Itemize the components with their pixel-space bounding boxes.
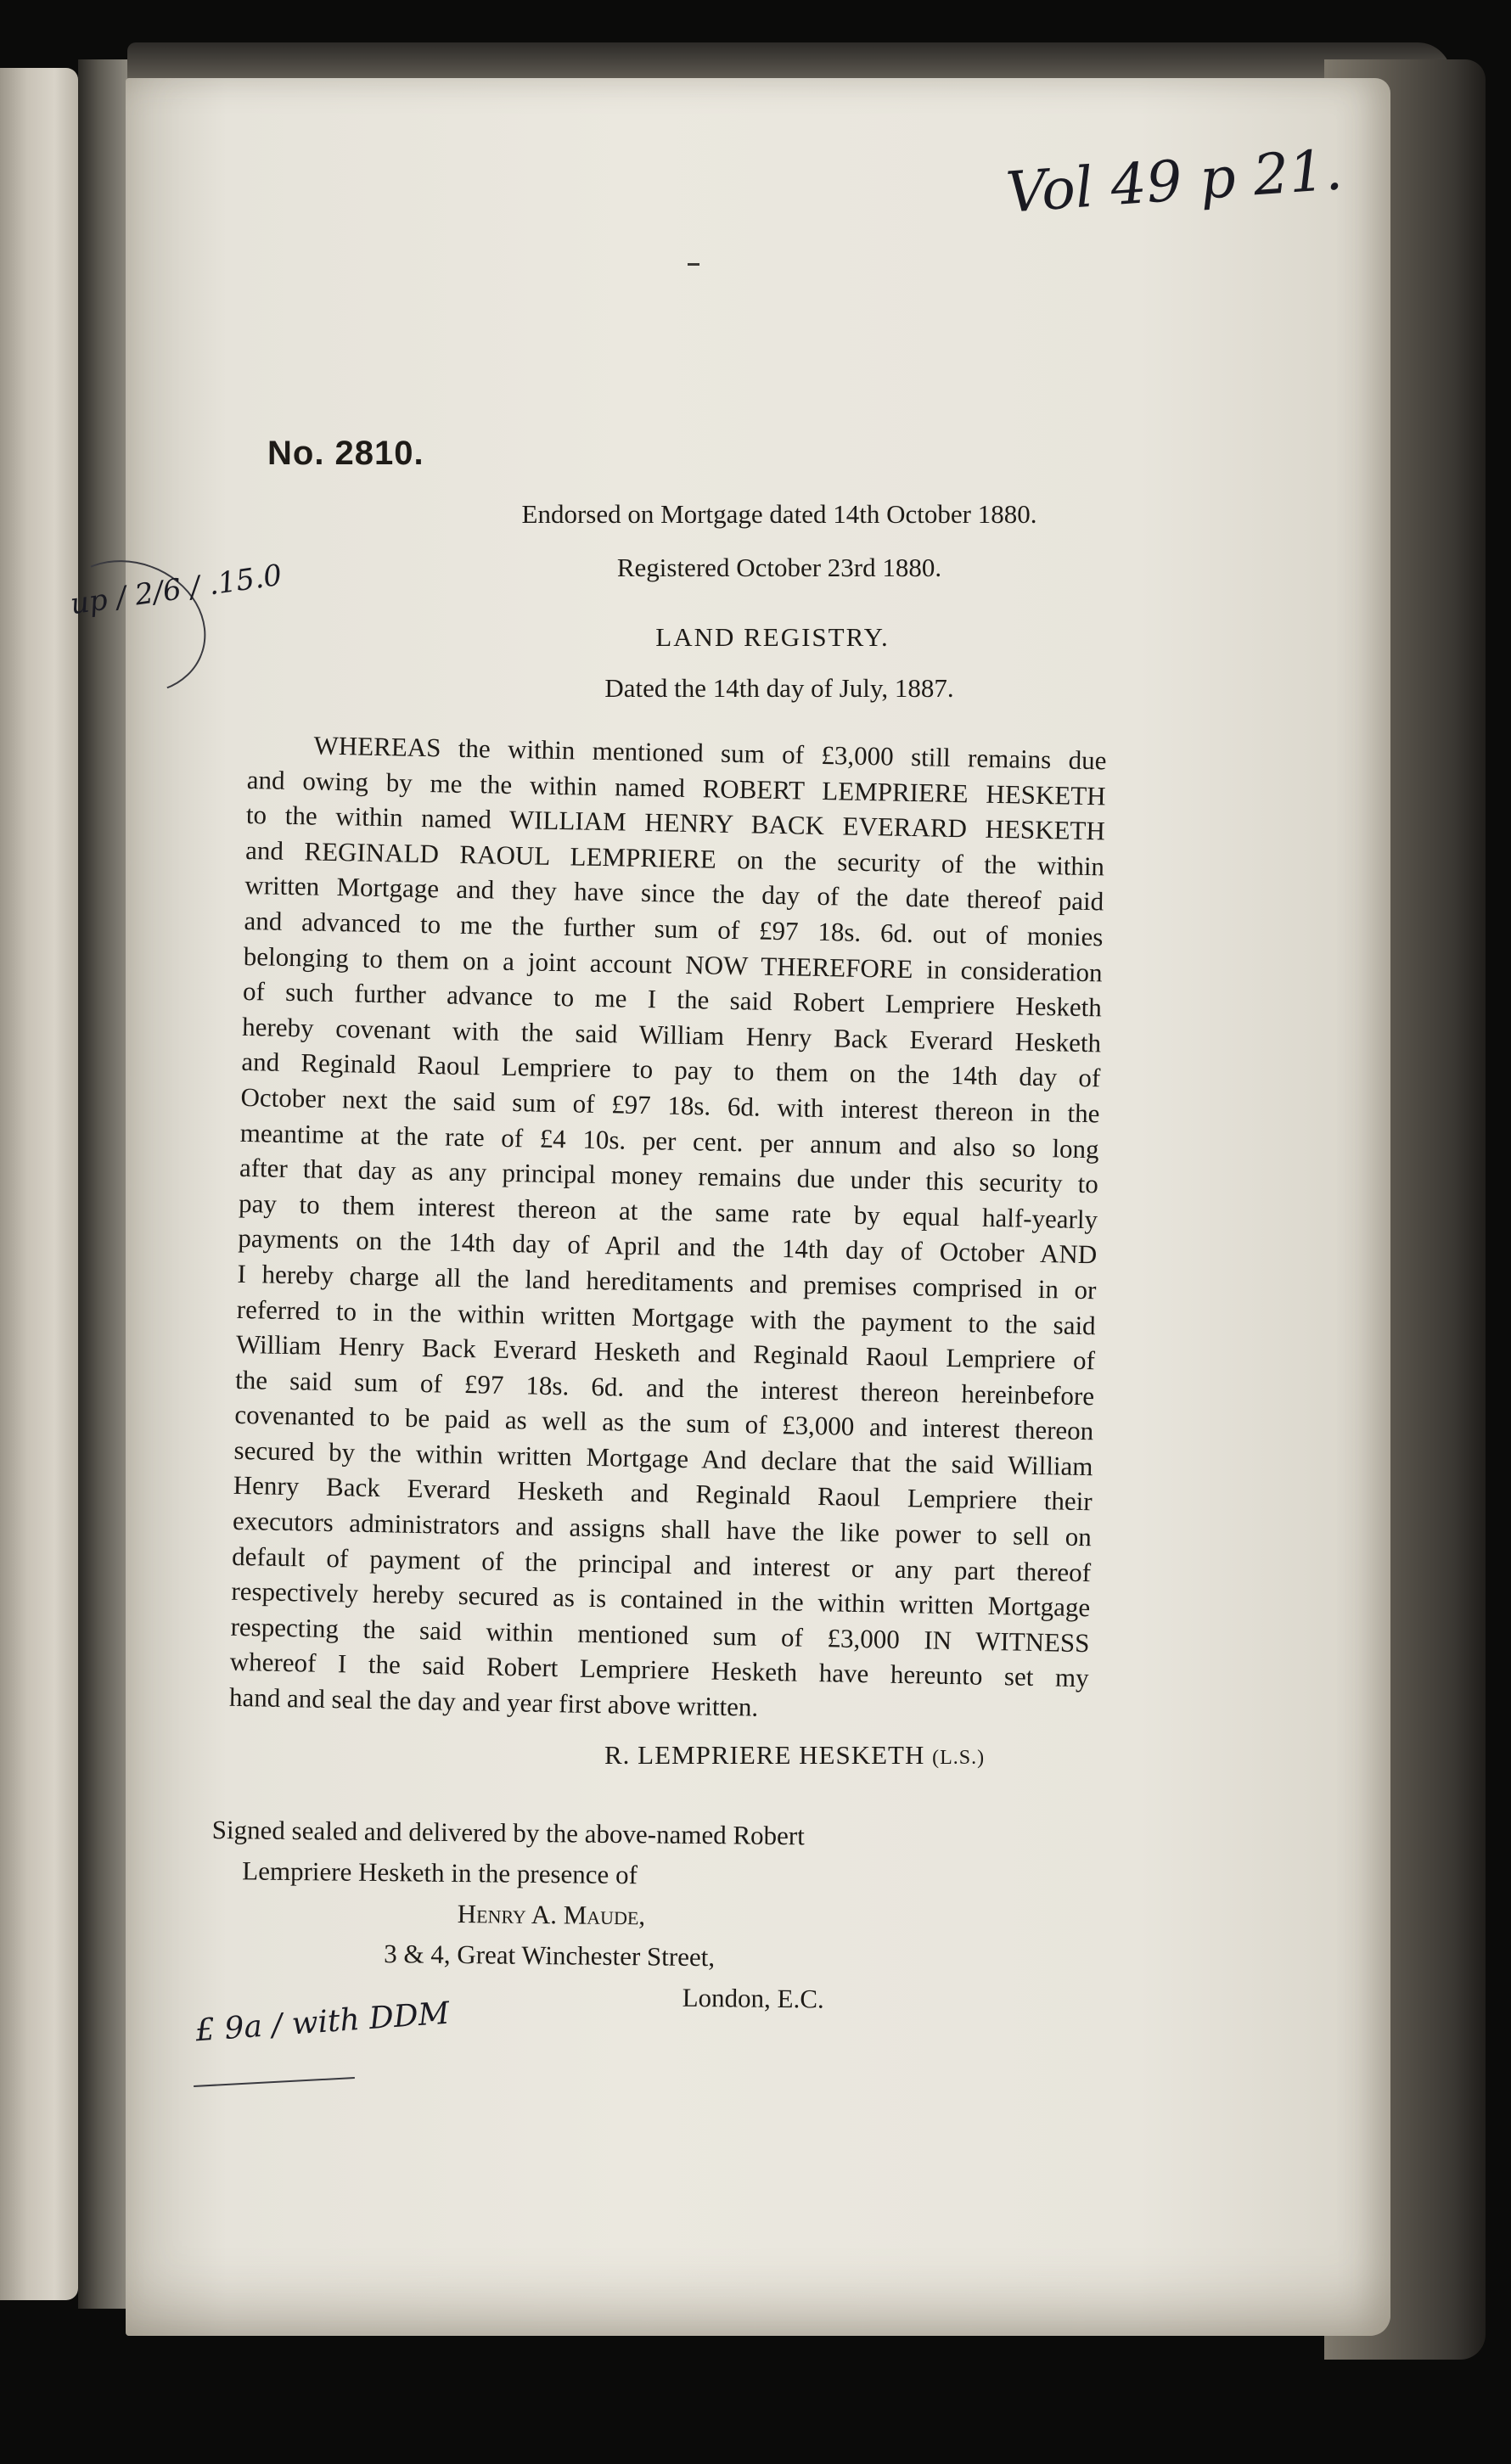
body-line: WHEREAS the within mentioned sum of £3,000 still remains due xyxy=(313,730,1107,776)
body-line: written Mortgage and they have since the day of the date thereof paid xyxy=(244,870,1104,917)
witness-address: 3 & 4, Great Winchester Street, xyxy=(384,1939,716,1973)
body-line: respectively hereby secured as is contained in the within written Mortgage xyxy=(231,1576,1091,1623)
body-line: and Reginald Raoul Lempriere to pay to them on the 14th day of xyxy=(241,1047,1101,1093)
body-line: I hereby charge all the land hereditaments and premises comprised in or xyxy=(237,1258,1097,1305)
endorsed-line: Endorsed on Mortgage dated 14th October 1880. xyxy=(521,499,1037,529)
body-line: referred to in the within written Mortgage with the payment to the said xyxy=(236,1294,1096,1340)
body-line: executors administrators and assigns shall have the like power to sell on xyxy=(232,1505,1093,1552)
left-page-edge xyxy=(0,68,78,2300)
body-line: meantime at the rate of £4 10s. per cent. per annum and also so long xyxy=(239,1117,1099,1164)
body-line: payments on the 14th day of April and the 14th day of October AND xyxy=(238,1223,1098,1270)
registered-line: Registered October 23rd 1880. xyxy=(616,553,942,582)
attestation-line: Signed sealed and delivered by the above-named Robert xyxy=(211,1814,806,1851)
body-line: to the within named WILLIAM HENRY BACK EVERARD HESKETH xyxy=(245,800,1106,846)
body-line: covenanted to be paid as well as the sum of £3,000 and interest thereon xyxy=(234,1400,1094,1446)
body-line: whereof I the said Robert Lempriere Hesketh have hereunto set my xyxy=(229,1647,1089,1693)
body-line: Henry Back Everard Hesketh and Reginald Raoul Lempriere their xyxy=(233,1470,1093,1517)
body-line: pay to them interest thereon at the same rate by equal half-yearly xyxy=(238,1187,1098,1235)
document-number: No. 2810. xyxy=(267,435,424,472)
body-line: and REGINALD RAOUL LEMPRIERE on the security of the within xyxy=(244,834,1105,882)
seal-mark: (L.S.) xyxy=(932,1747,986,1769)
book-gutter xyxy=(78,59,129,2309)
margin-note-text: up / 2/6 / .15.0 xyxy=(68,558,284,622)
attestation-block xyxy=(210,1810,826,2020)
witness-name: Henry A. Maude, xyxy=(457,1899,646,1931)
body-line: William Henry Back Everard Hesketh and Reginald Raoul Lempriere of xyxy=(235,1328,1096,1376)
body-line: secured by the within written Mortgage And declare that the said William xyxy=(233,1434,1093,1482)
body-line: hereby covenant with the said William Henry Back Everard Hesketh xyxy=(241,1011,1102,1058)
ink-mark xyxy=(688,263,699,266)
body-line: respecting the said within mentioned sum of £3,000 IN WITNESS xyxy=(230,1611,1090,1659)
body-line: of such further advance to me I the said Robert Lempriere Hesketh xyxy=(242,976,1103,1023)
signature-name: R. LEMPRIERE HESKETH xyxy=(604,1740,925,1770)
witness-city: London, E.C. xyxy=(682,1982,824,2014)
body-line: and advanced to me the further sum of £97 18s. 6d. out of monies xyxy=(244,905,1104,952)
document-heading: LAND REGISTRY. xyxy=(655,622,890,652)
signature-block xyxy=(604,1740,985,1771)
attestation-line: Lempriere Hesketh in the presence of xyxy=(242,1855,638,1890)
handwritten-volume-reference: Vol 49 p 21. xyxy=(1003,137,1345,226)
body-line: after that day as any principal money remains due under this security to xyxy=(239,1153,1099,1199)
body-line: the said sum of £97 18s. 6d. and the interest thereon hereinbefore xyxy=(234,1364,1095,1411)
handwritten-bottom-note: £ 9a / with DDM xyxy=(194,1995,451,2049)
body-line: hand and seal the day and year first above written. xyxy=(228,1681,759,1722)
body-line: default of payment of the principal and interest or any part thereof xyxy=(231,1541,1092,1587)
body-line: belonging to them on a joint account NOW THEREFORE in consideration xyxy=(243,940,1103,987)
dated-line: Dated the 14th day of July, 1887. xyxy=(604,673,954,703)
body-line: and owing by me the within named ROBERT LEMPRIERE HESKETH xyxy=(246,764,1106,811)
deed-body xyxy=(229,727,1107,1732)
body-line: October next the said sum of £97 18s. 6d. with interest thereon in the xyxy=(240,1081,1100,1129)
